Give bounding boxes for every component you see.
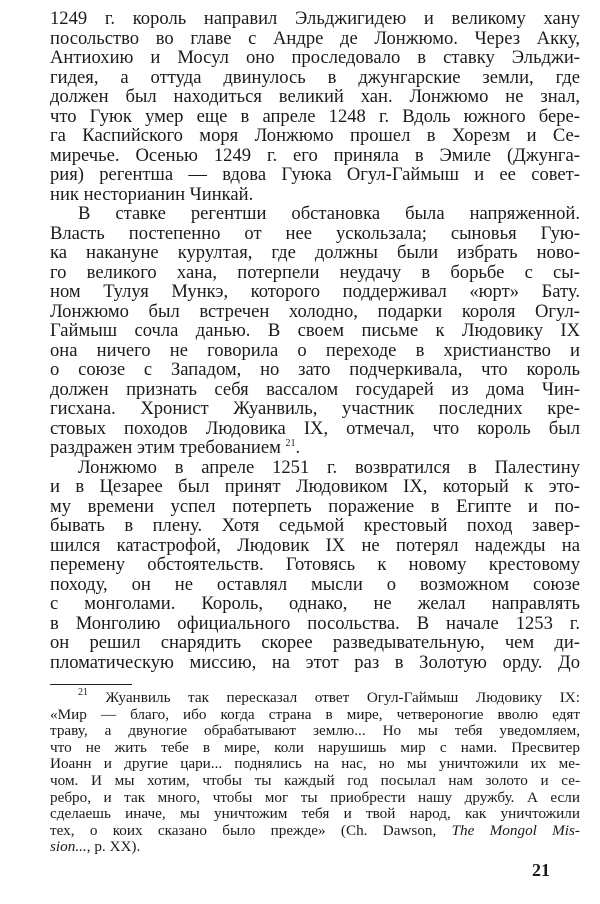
- text-run: Лонжюмо был встречен холодно, подарки короля Огул-: [50, 300, 580, 322]
- text-line: [50, 360, 580, 380]
- footnote-ref: 21: [78, 687, 88, 698]
- text-line: [50, 555, 580, 575]
- text-run: , p. XX).: [86, 838, 141, 856]
- text-run: бывать в плену. Хотя седьмой крестовый поход завер-: [50, 515, 580, 536]
- text-run: походу, он не оставлял мысли о возможном союзе: [50, 573, 580, 595]
- text-line: [50, 477, 580, 497]
- footnote-line: [50, 756, 580, 773]
- footnote-ref: 21: [285, 438, 296, 449]
- text-run: посольство во главе с Андре де Лонжюмо. Через Акку,: [50, 27, 580, 49]
- page-number: 21: [532, 860, 550, 880]
- text-run: пломатическую миссию, на этот раз в Золотую орду. До: [50, 651, 580, 673]
- text-line: [50, 224, 580, 244]
- text-run: ребро, и так много, чтобы мог ты приобрести нашу дружбу. А если: [50, 788, 580, 806]
- text-line: [50, 282, 580, 302]
- text-line: [50, 107, 580, 127]
- text-run: и в Цезарее был принят Людовиком IX, который к это-: [50, 476, 580, 497]
- text-run: перемену обстоятельств. Готовясь к новому крестовому: [50, 554, 580, 575]
- text-line: [50, 594, 580, 614]
- footnote-line: [50, 723, 580, 740]
- footnote-line: [50, 740, 580, 757]
- text-run: Антиохию и Мосул оно проследовало в ставку Эльджи-: [50, 47, 580, 68]
- text-line: [50, 653, 580, 673]
- text-line: [50, 399, 580, 419]
- text-run: с монголами. Король, однако, не желал направлять: [50, 593, 580, 614]
- text-line: [50, 536, 580, 556]
- text-run: раздражен этим требованием: [50, 437, 286, 458]
- text-run: шился катастрофой, Людовик IX не потерял надежды на: [50, 534, 580, 556]
- text-run: должен признать себя вассалом государей из дома Чин-: [50, 378, 580, 400]
- text-line: [50, 204, 580, 224]
- text-run: стовых походов Людовика IX, отмечал, что король был: [50, 417, 580, 439]
- text-run: о союзе с Западом, но зато подчеркивала, что король: [50, 359, 580, 380]
- text-run: миречье. Осенью 1249 г. его приняла в Эмиле (Джунга-: [50, 144, 580, 166]
- text-line: [50, 341, 580, 361]
- text-run: Жуанвиль так пересказал ответ Огул-Гаймыш Людовику IX:: [88, 689, 580, 706]
- text-run: она ничего не говорила о переходе в христианство и: [50, 339, 580, 361]
- text-line: [50, 165, 580, 185]
- text-line: [50, 185, 580, 205]
- text-line: [50, 243, 580, 263]
- text-run: Гаймыш сочла данью. В своем письме к Людовику IX: [50, 320, 580, 341]
- text-line: [50, 575, 580, 595]
- text-run: The Mongol Mis-: [451, 821, 580, 839]
- footnote-line: [50, 806, 580, 823]
- text-run: Лонжюмо в апреле 1251 г. возвратился в Палестину: [78, 456, 580, 478]
- text-run: гисхана. Хронист Жуанвиль, участник последних кре-: [50, 398, 580, 419]
- text-run: должен был находиться великий хан. Лонжюмо не знал,: [50, 86, 580, 107]
- footnote-line: [50, 839, 580, 856]
- text-line: [50, 9, 580, 29]
- text-line: [50, 633, 580, 653]
- text-run: сделаешь иначе, мы уничтожим тебя и твой народ, как уничтожили: [50, 805, 580, 823]
- text-line: [50, 263, 580, 283]
- text-line: [50, 321, 580, 341]
- text-run: «Мир — благо, ибо когда страна в мире, четвероногие вволю едят: [50, 705, 580, 723]
- text-line: [50, 302, 580, 322]
- text-run: что Гуюк умер еще в апреле 1248 г. Вдоль южного бере-: [50, 105, 580, 127]
- text-line: [50, 614, 580, 634]
- text-run: му времени успел потерпеть поражение в Египте и по-: [50, 495, 580, 517]
- text-run: Власть постепенно от нее ускользала; сыновья Гую-: [50, 222, 580, 244]
- footnote-line: [50, 790, 580, 807]
- footnote-line: [50, 687, 580, 707]
- text-run: .: [295, 437, 301, 458]
- text-run: sion...: [50, 838, 87, 856]
- text-run: что не жить тебе в мире, коли нарушишь мир с нами. Пресвитер: [50, 738, 580, 756]
- footnote-divider: [50, 684, 132, 685]
- main-text: [50, 9, 580, 672]
- footnote-line: [50, 773, 580, 790]
- text-run: он решил снарядить скорее разведывательную, чем ди-: [50, 632, 580, 653]
- text-run: 1249 г. король направил Эльджигидею и великому хану: [50, 8, 580, 29]
- text-line: [50, 380, 580, 400]
- text-run: траву, а двуногие обрабатывают землю... Но мы тебя уведомляем,: [50, 722, 580, 740]
- text-run: ка накануне курултая, где должны были избрать ново-: [50, 242, 580, 263]
- text-run: га Каспийского моря Лонжюмо прошел в Хорезм и Се-: [50, 125, 580, 146]
- text-run: ник несторианин Чинкай.: [50, 183, 254, 205]
- text-run: тех, о коих сказано было прежде» (Ch. Dawson,: [50, 821, 452, 839]
- footnote-line: [50, 823, 580, 840]
- text-run: в Монголию официального посольства. В начале 1253 г.: [50, 612, 580, 634]
- text-line: [50, 497, 580, 517]
- text-run: чом. И мы хотим, чтобы ты каждый год посылал нам золото и се-: [50, 771, 580, 789]
- footnote-line: [50, 707, 580, 724]
- text-line: [50, 29, 580, 49]
- text-line: [50, 68, 580, 88]
- text-run: Иоанн и другие цари... поднялись на нас, но мы уничтожили их ме-: [50, 755, 580, 773]
- text-line: [50, 87, 580, 107]
- text-run: го великого хана, потерпели неудачу в борьбе с сы-: [50, 261, 580, 283]
- text-line: [50, 126, 580, 146]
- text-run: гидея, а оттуда двинулось в джунгарские земли, где: [50, 66, 580, 88]
- text-line: [50, 419, 580, 439]
- text-line: [50, 458, 580, 478]
- text-line: [50, 48, 580, 68]
- text-run: рия) регентша — вдова Гуюка Огул-Гаймыш и ее совет-: [50, 164, 580, 185]
- footnotes: [50, 687, 580, 856]
- text-line: [50, 438, 580, 458]
- text-line: [50, 146, 580, 166]
- text-run: ном Тулуя Мункэ, которого поддерживал «юрт» Бату.: [50, 281, 580, 302]
- text-run: В ставке регентши обстановка была напряженной.: [78, 203, 580, 224]
- text-line: [50, 516, 580, 536]
